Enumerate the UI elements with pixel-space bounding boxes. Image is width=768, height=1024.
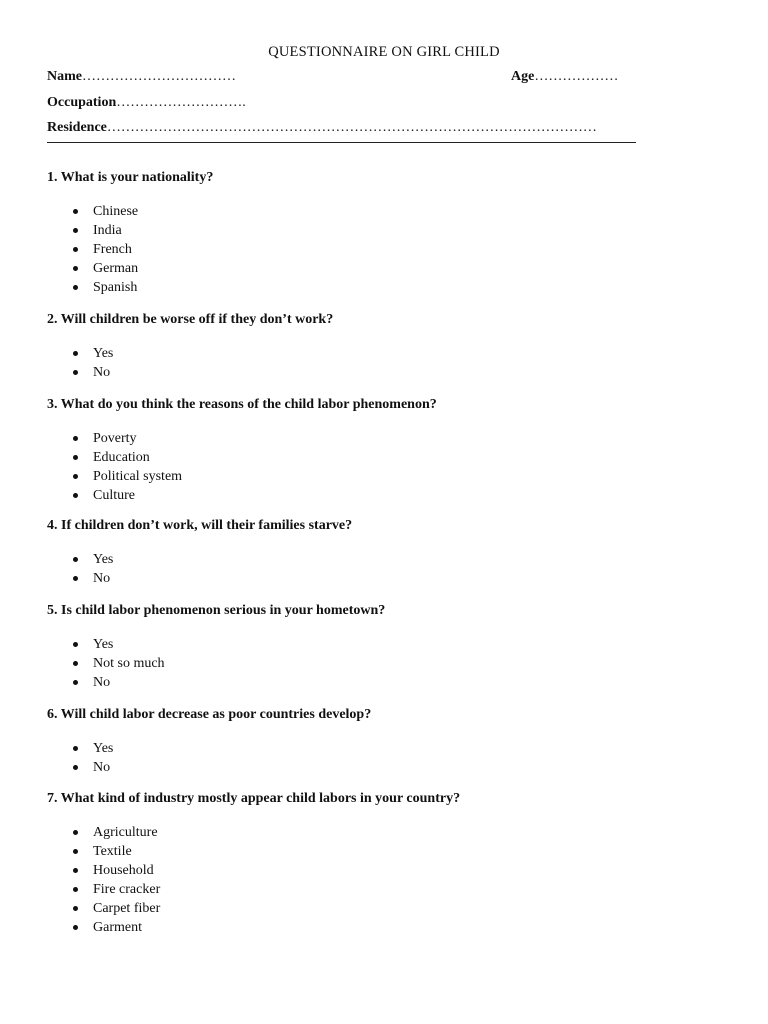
option-label: Not so much	[93, 656, 165, 671]
bullet-icon	[73, 436, 78, 441]
option-item	[0, 467, 182, 486]
option-label: Carpet fiber	[93, 901, 161, 916]
option-item	[0, 240, 138, 259]
option-item	[0, 550, 113, 569]
option-item	[0, 344, 113, 363]
bullet-icon	[73, 247, 78, 252]
question-3: 3. What do you think the reasons of the child labor phenomenon?	[47, 397, 437, 412]
question-2-options	[0, 344, 113, 382]
option-item	[0, 448, 182, 467]
option-label: German	[93, 261, 139, 276]
residence-blank: ……………………………………………………………………………………………	[106, 120, 597, 135]
bullet-icon	[73, 661, 78, 666]
option-item	[0, 635, 165, 654]
bullet-icon	[73, 906, 78, 911]
bullet-icon	[73, 266, 78, 271]
bullet-icon	[73, 868, 78, 873]
option-label: Chinese	[93, 204, 139, 219]
option-item	[0, 918, 160, 937]
option-label: Garment	[93, 920, 142, 935]
occupation-field	[47, 95, 246, 111]
bullet-icon	[73, 557, 78, 562]
option-label: Spanish	[93, 280, 138, 295]
option-item	[0, 569, 113, 588]
residence-field	[47, 120, 597, 136]
bullet-icon	[73, 228, 78, 233]
bullet-icon	[73, 765, 78, 770]
question-6: 6. Will child labor decrease as poor countries develop?	[47, 707, 372, 722]
option-label: Yes	[93, 346, 114, 361]
option-label: No	[93, 365, 111, 380]
question-5-options	[0, 635, 165, 692]
option-label: Fire cracker	[93, 882, 161, 897]
question-3-options	[0, 429, 182, 505]
bullet-icon	[73, 746, 78, 751]
option-label: Poverty	[93, 431, 137, 446]
option-item	[0, 429, 182, 448]
option-item	[0, 823, 160, 842]
option-label: Yes	[93, 552, 114, 567]
residence-label: Residence	[47, 120, 107, 135]
option-item	[0, 363, 113, 382]
option-label: Political system	[93, 469, 183, 484]
question-7: 7. What kind of industry mostly appear child labors in your country?	[47, 791, 461, 806]
name-blank: ……………………………	[82, 69, 236, 84]
occupation-label: Occupation	[47, 95, 117, 110]
option-item	[0, 221, 138, 240]
option-item	[0, 278, 138, 297]
bullet-icon	[73, 370, 78, 375]
option-label: No	[93, 571, 111, 586]
bullet-icon	[73, 830, 78, 835]
option-item	[0, 842, 160, 861]
question-2: 2. Will children be worse off if they don’t work?	[47, 312, 334, 327]
page-title: QUESTIONNAIRE ON GIRL CHILD	[268, 44, 500, 60]
option-label: Education	[93, 450, 150, 465]
bullet-icon	[73, 680, 78, 685]
occupation-blank: ……………………….	[116, 95, 246, 110]
option-item	[0, 259, 138, 278]
question-1: 1. What is your nationality?	[47, 170, 214, 185]
option-label: India	[93, 223, 122, 238]
option-item	[0, 880, 160, 899]
question-6-options	[0, 739, 113, 777]
question-1-options	[0, 202, 138, 297]
question-4: 4. If children don’t work, will their families starve?	[47, 518, 353, 533]
bullet-icon	[73, 455, 78, 460]
bullet-icon	[73, 209, 78, 214]
option-label: No	[93, 760, 111, 775]
name-field	[47, 69, 236, 85]
option-item	[0, 739, 113, 758]
question-4-options	[0, 550, 113, 588]
option-item	[0, 861, 160, 880]
age-blank: ………………	[534, 69, 619, 84]
question-7-options	[0, 823, 160, 937]
option-label: Yes	[93, 741, 114, 756]
age-label: Age	[511, 69, 535, 84]
bullet-icon	[73, 474, 78, 479]
option-item	[0, 202, 138, 221]
bullet-icon	[73, 849, 78, 854]
option-item	[0, 673, 165, 692]
option-label: Agriculture	[93, 825, 158, 840]
option-label: Textile	[93, 844, 132, 859]
option-label: Yes	[93, 637, 114, 652]
bullet-icon	[73, 285, 78, 290]
age-field	[511, 69, 618, 85]
bullet-icon	[73, 576, 78, 581]
bullet-icon	[73, 887, 78, 892]
question-5: 5. Is child labor phenomenon serious in your hometown?	[47, 603, 386, 618]
option-item	[0, 758, 113, 777]
option-label: Household	[93, 863, 154, 878]
bullet-icon	[73, 493, 78, 498]
header-divider	[47, 142, 636, 143]
option-item	[0, 486, 182, 505]
option-item	[0, 654, 165, 673]
name-label: Name	[47, 69, 82, 84]
bullet-icon	[73, 642, 78, 647]
option-item	[0, 899, 160, 918]
option-label: French	[93, 242, 132, 257]
option-label: No	[93, 675, 111, 690]
bullet-icon	[73, 351, 78, 356]
bullet-icon	[73, 925, 78, 930]
option-label: Culture	[93, 488, 135, 503]
